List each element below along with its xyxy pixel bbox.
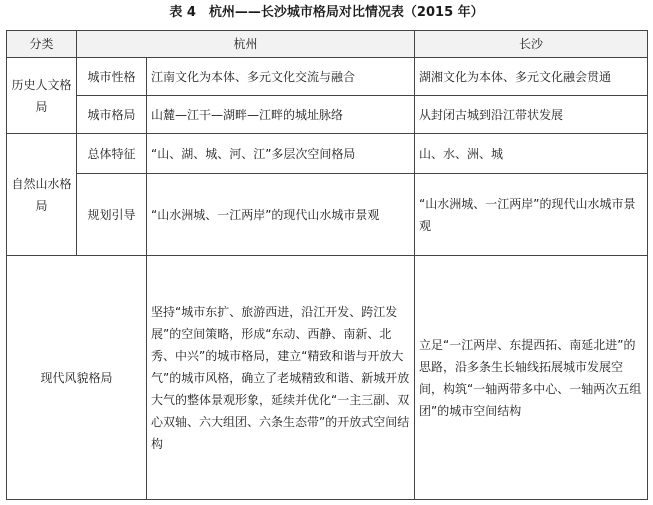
- table-row: [7, 134, 648, 174]
- header-changsha: 长沙: [415, 31, 648, 58]
- subcategory-planning-guidance: 规划引导: [77, 174, 147, 256]
- header-category: 分类: [7, 31, 77, 58]
- cell-hangzhou-city-character: 江南文化为本体、多元文化交流与融合: [147, 58, 415, 96]
- category-nature: 自然山水格局: [7, 134, 77, 256]
- subcategory-city-pattern: 城市格局: [77, 96, 147, 134]
- cell-hangzhou-planning-guidance: “山水洲城、一江两岸”的现代山水城市景观: [147, 174, 415, 256]
- table-row: [7, 256, 648, 500]
- table-row: [7, 96, 648, 134]
- header-row: [7, 31, 648, 58]
- cell-changsha-overall-features: 山、水、洲、城: [415, 134, 648, 174]
- comparison-table: [6, 30, 648, 500]
- header-hangzhou: 杭州: [77, 31, 415, 58]
- page-footer-space: [0, 501, 653, 505]
- cell-changsha-planning-guidance: “山水洲城、一江两岸”的现代山水城市景观: [415, 174, 648, 256]
- cell-hangzhou-overall-features: “山、湖、城、河、江”多层次空间格局: [147, 134, 415, 174]
- subcategory-overall-features: 总体特征: [77, 134, 147, 174]
- cell-hangzhou-modern: 坚持“城市东扩、旅游西进，沿江开发、跨江发展”的空间策略，形成“东动、西静、南新、北秀、中兴”的城市格局，建立“精致和谐与开放大气”的城市风格，确立了老城精致和谐、新城开放大气的整体景观形象，延续并优化“一主三副、双心双轴、六大组团、六条生态带”的开放式空间结构: [147, 256, 415, 500]
- cell-hangzhou-city-pattern: 山麓—江干—湖畔—江畔的城址脉络: [147, 96, 415, 134]
- table-row: [7, 174, 648, 256]
- category-history: 历史人文格局: [7, 58, 77, 134]
- cell-changsha-city-character: 湖湘文化为本体、多元文化融会贯通: [415, 58, 648, 96]
- table-row: [7, 58, 648, 96]
- table-caption: 表 4 杭州——长沙城市格局对比情况表（2015 年）: [169, 5, 484, 20]
- cell-changsha-modern: 立足“一江两岸、东提西拓、南延北进”的思路，沿多条生长轴线拓展城市发展空间，构筑“一轴两带多中心、一轴两次五组团”的城市空间结构: [415, 256, 648, 500]
- cell-changsha-city-pattern: 从封闭古城到沿江带状发展: [415, 96, 648, 134]
- category-modern: 现代风貌格局: [7, 256, 147, 500]
- subcategory-city-character: 城市性格: [77, 58, 147, 96]
